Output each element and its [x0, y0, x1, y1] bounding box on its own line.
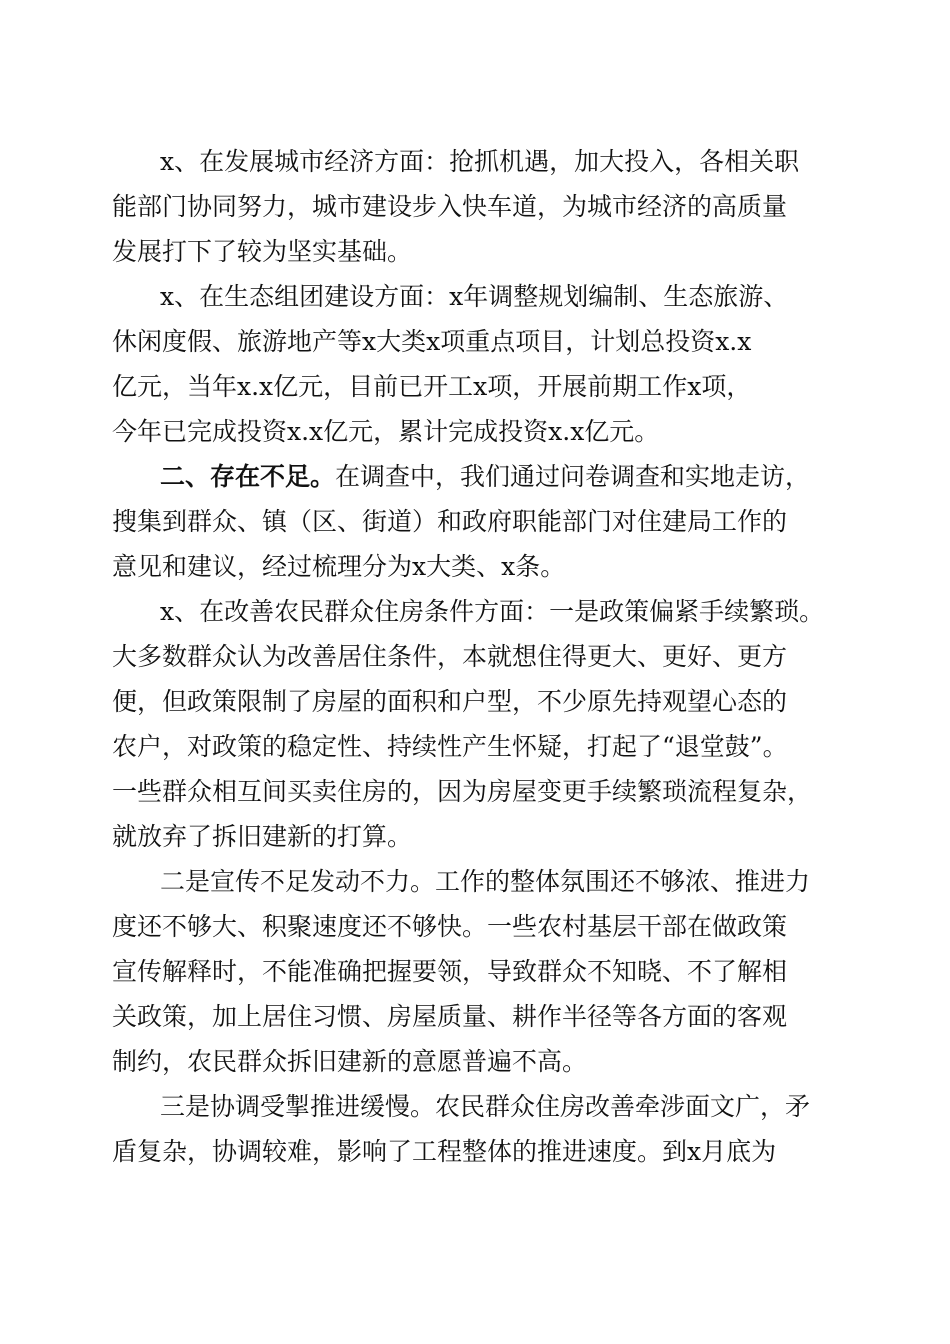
para1-line2: 能部门协同努力，城市建设步入快车道，为城市经济的高质量 — [112, 192, 788, 221]
para6-line1 — [160, 1085, 852, 1129]
para4-line3: 便，但政策限制了房屋的面积和户型，不少原先持观望心态的 — [112, 687, 788, 716]
para4-line2: 大多数群众认为改善居住条件，本就想住得更大、更好、更方 — [112, 642, 788, 671]
para4-line4: 农户，对政策的稳定性、持续性产生怀疑，打起了“退堂鼓”。 — [112, 732, 788, 761]
para1-line3: 发展打下了较为坚实基础。 — [112, 237, 413, 266]
para2-line2: 休闲度假、旅游地产等x大类x项重点项目，计划总投资x.x — [112, 327, 752, 356]
para2-line1: x、在生态组团建设方面：x年调整规划编制、生态旅游、 — [160, 282, 789, 311]
para2-line4: 今年已完成投资x.x亿元，累计完成投资x.x亿元。 — [112, 417, 660, 446]
para3-line2: 搜集到群众、镇（区、街道）和政府职能部门对住建局工作的 — [112, 507, 788, 536]
para4-line6: 就放弃了拆旧建新的打算。 — [112, 822, 413, 851]
para5-heading: 二是宣传不足发动不力。 — [160, 867, 436, 896]
para5-line1 — [160, 860, 852, 904]
para6-heading: 三是协调受掣推进缓慢。 — [160, 1092, 436, 1121]
para5-line1-text: 工作的整体氛围还不够浓、推进力 — [435, 867, 811, 896]
para1-line1: x、在发展城市经济方面：抢抓机遇，加大投入，各相关职 — [160, 147, 800, 176]
para5-line2: 度还不够大、积聚速度还不够快。一些农村基层干部在做政策 — [112, 912, 788, 941]
para3-line1 — [160, 455, 852, 499]
section-heading: 二、存在不足。 — [160, 462, 336, 491]
para5-line4: 关政策，加上居住习惯、房屋质量、耕作半径等各方面的客观 — [112, 1002, 788, 1031]
para6-line2: 盾复杂，协调较难，影响了工程整体的推进速度。到x月底为 — [112, 1137, 777, 1166]
para4-line1: x、在改善农民群众住房条件方面：一是政策偏紧手续繁琐。 — [160, 597, 825, 626]
para2-line3: 亿元，当年x.x亿元，目前已开工x项，开展前期工作x项， — [112, 372, 752, 401]
para5-line3: 宣传解释时，不能准确把握要领，导致群众不知晓、不了解相 — [112, 957, 788, 986]
para3-line1-text: 在调查中，我们通过问卷调查和实地走访， — [335, 462, 811, 491]
para4-line5: 一些群众相互间买卖住房的，因为房屋变更手续繁琐流程复杂， — [112, 777, 813, 806]
para3-line3: 意见和建议，经过梳理分为x大类、x条。 — [112, 552, 566, 581]
para5-line5: 制约，农民群众拆旧建新的意愿普遍不高。 — [112, 1047, 588, 1076]
para6-line1-text: 农民群众住房改善牵涉面文广，矛 — [435, 1092, 811, 1121]
